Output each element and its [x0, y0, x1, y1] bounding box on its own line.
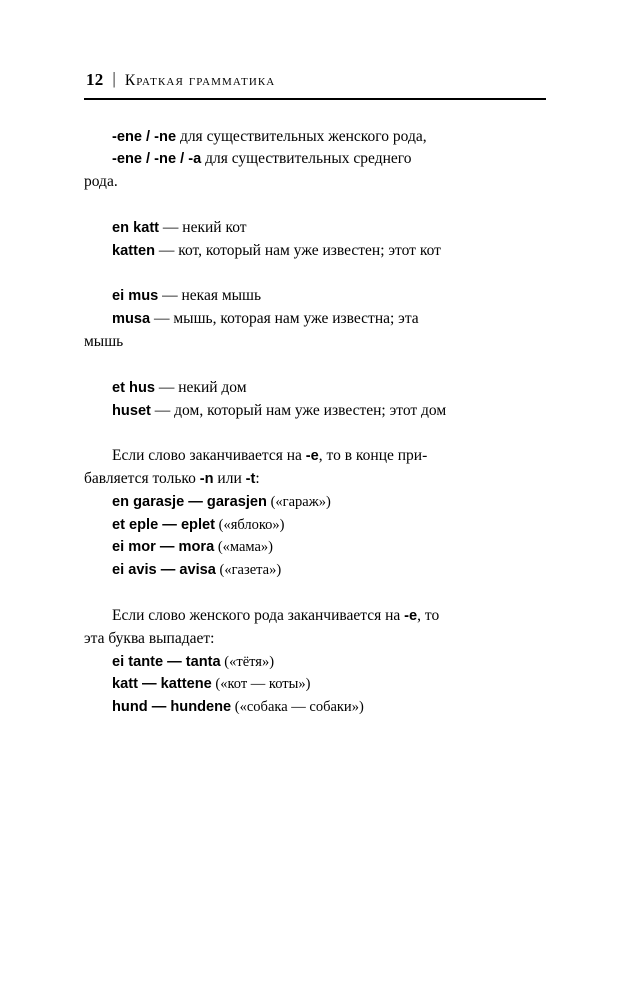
example-group-1 — [84, 217, 546, 263]
rule-2-text-2: , то в конце при- — [318, 447, 428, 465]
rule-3-text-2: , то — [417, 607, 440, 624]
em-dash: — — [156, 562, 180, 579]
norwegian-definite-form: eplet — [180, 516, 215, 533]
example-line — [84, 536, 546, 559]
example-continuation: мышь — [84, 332, 124, 350]
suffix-ene-ne: -ene / -ne — [112, 128, 177, 145]
rule-2-line-1 — [84, 445, 546, 468]
russian-gloss: («собака — собаки») — [231, 699, 364, 716]
header-rule — [84, 98, 546, 100]
norwegian-definite-form: mora — [178, 539, 215, 556]
page-header — [84, 70, 546, 90]
rule-1-line-1 — [84, 126, 546, 149]
norwegian-term-pair: hund — hundene — [112, 699, 232, 716]
rule-1-line-3: рода. — [84, 173, 118, 191]
russian-gloss: некий кот — [182, 218, 247, 236]
em-dash: — — [155, 539, 179, 556]
em-dash: — — [150, 401, 175, 419]
em-dash: — — [158, 287, 182, 305]
norwegian-definite-form: garasjen — [206, 493, 267, 510]
norwegian-term: huset — [112, 402, 151, 419]
example-line — [84, 217, 546, 240]
suffix-ene-ne-a: -ene / -ne / -a — [112, 151, 202, 168]
rule-1-line-1-text: для существительных женского рода, — [176, 127, 427, 145]
russian-gloss: («гараж») — [266, 493, 331, 510]
russian-gloss: («тётя») — [220, 653, 275, 670]
spacer — [84, 194, 546, 217]
rule-3-line-1 — [84, 605, 546, 628]
example-group-5 — [84, 651, 546, 719]
rule-2-text-1: Если слово заканчивается на — [112, 447, 306, 465]
russian-gloss: («кот — коты») — [211, 676, 311, 693]
norwegian-term: ei mor — [112, 539, 156, 556]
russian-gloss: некая мышь — [181, 287, 262, 305]
em-dash: — — [154, 241, 179, 259]
header-separator: | — [112, 69, 116, 88]
page-content — [84, 126, 546, 719]
em-dash: — — [159, 218, 183, 236]
rule-block-3 — [84, 605, 546, 651]
norwegian-term: en katt — [112, 219, 160, 236]
russian-gloss: («газета») — [215, 562, 282, 579]
russian-gloss: кот, который нам уже известен; этот кот — [178, 241, 441, 259]
norwegian-term: katten — [112, 242, 155, 259]
norwegian-term: ei avis — [112, 562, 157, 579]
em-dash: — — [158, 516, 181, 533]
spacer — [84, 354, 546, 377]
rule-3-line-2: эта буква выпадает: — [84, 629, 215, 647]
norwegian-term-pair: ei tante — tanta — [112, 653, 221, 670]
suffix-n: -n — [199, 471, 214, 488]
example-group-3 — [84, 377, 546, 423]
example-line — [84, 308, 546, 331]
spacer — [84, 262, 546, 285]
example-line — [84, 377, 546, 400]
em-dash: — — [150, 310, 174, 328]
rule-2-text-5: : — [255, 470, 260, 488]
norwegian-term: musa — [112, 311, 151, 328]
example-line — [84, 400, 546, 423]
em-dash: — — [154, 378, 179, 396]
example-line — [84, 673, 546, 696]
em-dash: — — [184, 493, 207, 510]
rule-3-text-1: Если слово женского рода заканчивается на — [112, 607, 405, 624]
example-group-2 — [84, 285, 546, 353]
example-line — [84, 514, 546, 537]
norwegian-term: en garasje — [112, 493, 185, 510]
rule-1-line-2 — [84, 148, 546, 171]
example-line — [84, 240, 546, 263]
example-line — [84, 285, 546, 308]
rule-2-text-3: бавляется только — [84, 470, 200, 488]
russian-gloss: («мама») — [214, 539, 273, 556]
russian-gloss: («яблоко») — [215, 516, 285, 533]
norwegian-term: ei mus — [112, 288, 159, 305]
norwegian-term: et hus — [112, 379, 155, 396]
example-line — [84, 696, 546, 719]
russian-gloss: дом, который нам уже известен; этот дом — [174, 401, 447, 419]
rule-2-line-2 — [84, 468, 546, 491]
rule-block-1 — [84, 126, 546, 194]
spacer — [84, 582, 546, 605]
example-group-4 — [84, 491, 546, 582]
spacer — [84, 422, 546, 445]
norwegian-definite-form: avisa — [179, 562, 216, 579]
rule-2-text-4: или — [213, 470, 246, 488]
suffix-e: -e — [305, 448, 319, 465]
example-line — [84, 491, 546, 514]
norwegian-term-pair: katt — kattene — [112, 676, 212, 693]
chapter-title: Краткая грамматика — [124, 72, 276, 89]
suffix-e: -e — [404, 608, 418, 624]
example-line — [84, 651, 546, 674]
suffix-t: -t — [245, 471, 256, 488]
russian-gloss: мышь, которая нам уже известна; эта — [173, 310, 419, 328]
norwegian-term: et eple — [112, 516, 159, 533]
example-line — [84, 559, 546, 582]
rule-1-line-2-text: для существительных среднего — [201, 150, 412, 168]
rule-block-2 — [84, 445, 546, 491]
page-number: 12 — [86, 70, 104, 89]
russian-gloss: некий дом — [178, 378, 247, 396]
